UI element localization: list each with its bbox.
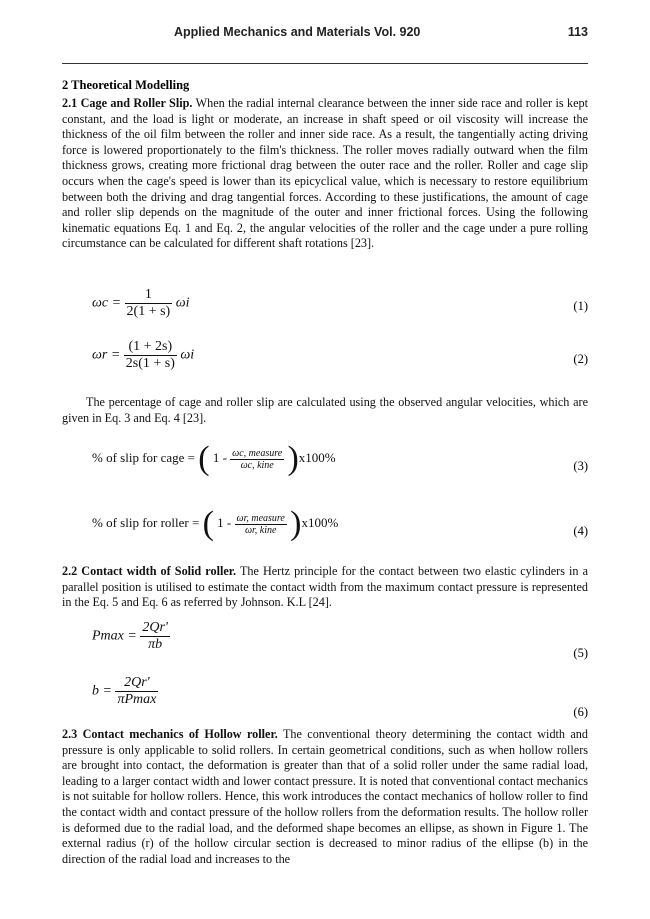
- paragraph-text: When the radial internal clearance between the inner side race and roller is kept constant, and the load is light or moderate, an increase in shaft speed or oil viscosity will increase the thickness of the oil film between the roller and inner side race. As a result, the tangentially acting driving force is lowered proportionately to the film's thickness. The roller moves radially outward when the film thickness grows, creating more frictional drag between the outer race and the roller. Roller and cage slip occurs when the cage's speed is lower than its epicyclical value, which is necessary to restore equilibrium between both the driving and drag tangential forces. According to these justifications, the amount of cage and roller slip depends on the magnitude of the outer and inner frictional forces. Using the following kinematic equations Eq. 1 and Eq. 2, the angular velocities of the roller and the cage under a pure rolling circumstance can be calculated for different shaft rotations [23].: [62, 96, 588, 251]
- equation-2: [92, 339, 194, 372]
- equation-1: [92, 287, 190, 320]
- eq6-fraction: [115, 675, 158, 708]
- eq5-denominator: πb: [140, 636, 170, 653]
- running-header: [62, 25, 588, 43]
- paragraph-solid-roller-contact: [62, 564, 588, 611]
- eq3-label: % of slip for cage =: [92, 449, 195, 465]
- page-number: 113: [567, 25, 588, 39]
- paragraph-hollow-roller-contact: [62, 727, 588, 867]
- eq3-one: 1 -: [212, 449, 227, 465]
- paragraph-slip-percentage: The percentage of cage and roller slip are calculated using the observed angular velocities, which are given in Eq. 3 and Eq. 4 [23].: [62, 395, 588, 425]
- eq1-denominator: 2(1 + s): [126, 304, 171, 319]
- eq4-denominator: ωr, kine: [235, 524, 287, 536]
- equation-6-number: (6): [573, 705, 588, 719]
- eq1-numerator: 1: [144, 287, 152, 302]
- subsection-heading-2-2: 2.2 Contact width of Solid roller.: [62, 564, 237, 578]
- eq4-paren-left: (: [202, 505, 214, 542]
- equation-3-number: (3): [573, 459, 588, 473]
- eq2-numerator: (1 + 2s): [128, 339, 173, 354]
- eq6-denominator: πPmax: [117, 692, 157, 707]
- subsection-heading-2-3: 2.3 Contact mechanics of Hollow roller.: [62, 727, 278, 741]
- equation-6: [92, 675, 158, 708]
- eq5-fraction: [140, 620, 170, 653]
- eq6-lhs: b =: [92, 683, 112, 699]
- subsection-heading-2-1: 2.1 Cage and Roller Slip.: [62, 96, 193, 110]
- eq4-paren-right: ): [290, 505, 302, 542]
- eq1-fraction: [125, 287, 173, 320]
- eq2-rhs: ωi: [180, 347, 195, 363]
- journal-title: Applied Mechanics and Materials Vol. 920: [174, 25, 421, 39]
- eq4-fraction: [235, 513, 287, 536]
- eq2-lhs: ωr =: [92, 347, 121, 363]
- equation-3: [92, 440, 336, 478]
- eq3-numerator: ωc, measure: [232, 447, 283, 459]
- equation-4: [92, 505, 338, 543]
- eq3-denominator: ωc, kine: [230, 459, 284, 471]
- equation-2-number: (2): [573, 352, 588, 366]
- eq4-tail: x100%: [301, 514, 339, 530]
- eq1-lhs: ωc =: [92, 295, 122, 311]
- equation-1-number: (1): [573, 299, 588, 313]
- header-rule: [62, 63, 588, 64]
- eq5-numerator: 2Qr': [142, 620, 168, 635]
- eq3-paren-right: ): [287, 440, 299, 477]
- eq5-lhs: Pmax =: [92, 628, 137, 644]
- section-title: 2 Theoretical Modelling: [62, 78, 190, 92]
- eq3-tail: x100%: [298, 449, 336, 465]
- eq4-numerator: ωr, measure: [236, 512, 285, 524]
- equation-4-number: (4): [573, 524, 588, 538]
- eq1-rhs: ωi: [175, 295, 190, 311]
- paragraph-cage-roller-slip: [62, 96, 588, 252]
- eq2-denominator: 2s(1 + s): [125, 356, 175, 371]
- equation-5: [92, 620, 170, 653]
- eq2-fraction: [124, 339, 177, 372]
- paragraph-text: The Hertz principle for the contact between two elastic cylinders in a parallel position is utilised to estimate the contact width from the maximum contact pressure is represented in the Eq. 5 and Eq. 6 as referred by Johnson. K.L [24].: [62, 564, 588, 610]
- eq6-numerator: 2Qr': [124, 675, 150, 690]
- eq4-one: 1 -: [217, 514, 232, 530]
- eq4-label: % of slip for roller =: [92, 514, 200, 530]
- eq3-fraction: [230, 448, 284, 471]
- equation-5-number: (5): [573, 646, 588, 660]
- eq3-paren-left: (: [198, 440, 210, 477]
- paragraph-text: The conventional theory determining the contact width and pressure is only applicable to solid rollers. In certain geometrical conditions, such as when hollow rollers are brought into contact, the deformation is greater than that of a solid roller under the same radial load, leading to a larger contact width and lower contact pressure. It is noted that conventional contact mechanics is not suitable for hollow rollers. Hence, this work introduces the contact mechanics of hollow roller to find the contact width and contact pressure of the hollow rollers from the deformation results. The hollow roller is deformed due to the radial load, and the deformed shape becomes an ellipse, as shown in Figure 1. The external radius (r) of the hollow circular section is decreased to minor radius of the ellipse (b) in the direction of the radial load and increases to the: [62, 727, 588, 866]
